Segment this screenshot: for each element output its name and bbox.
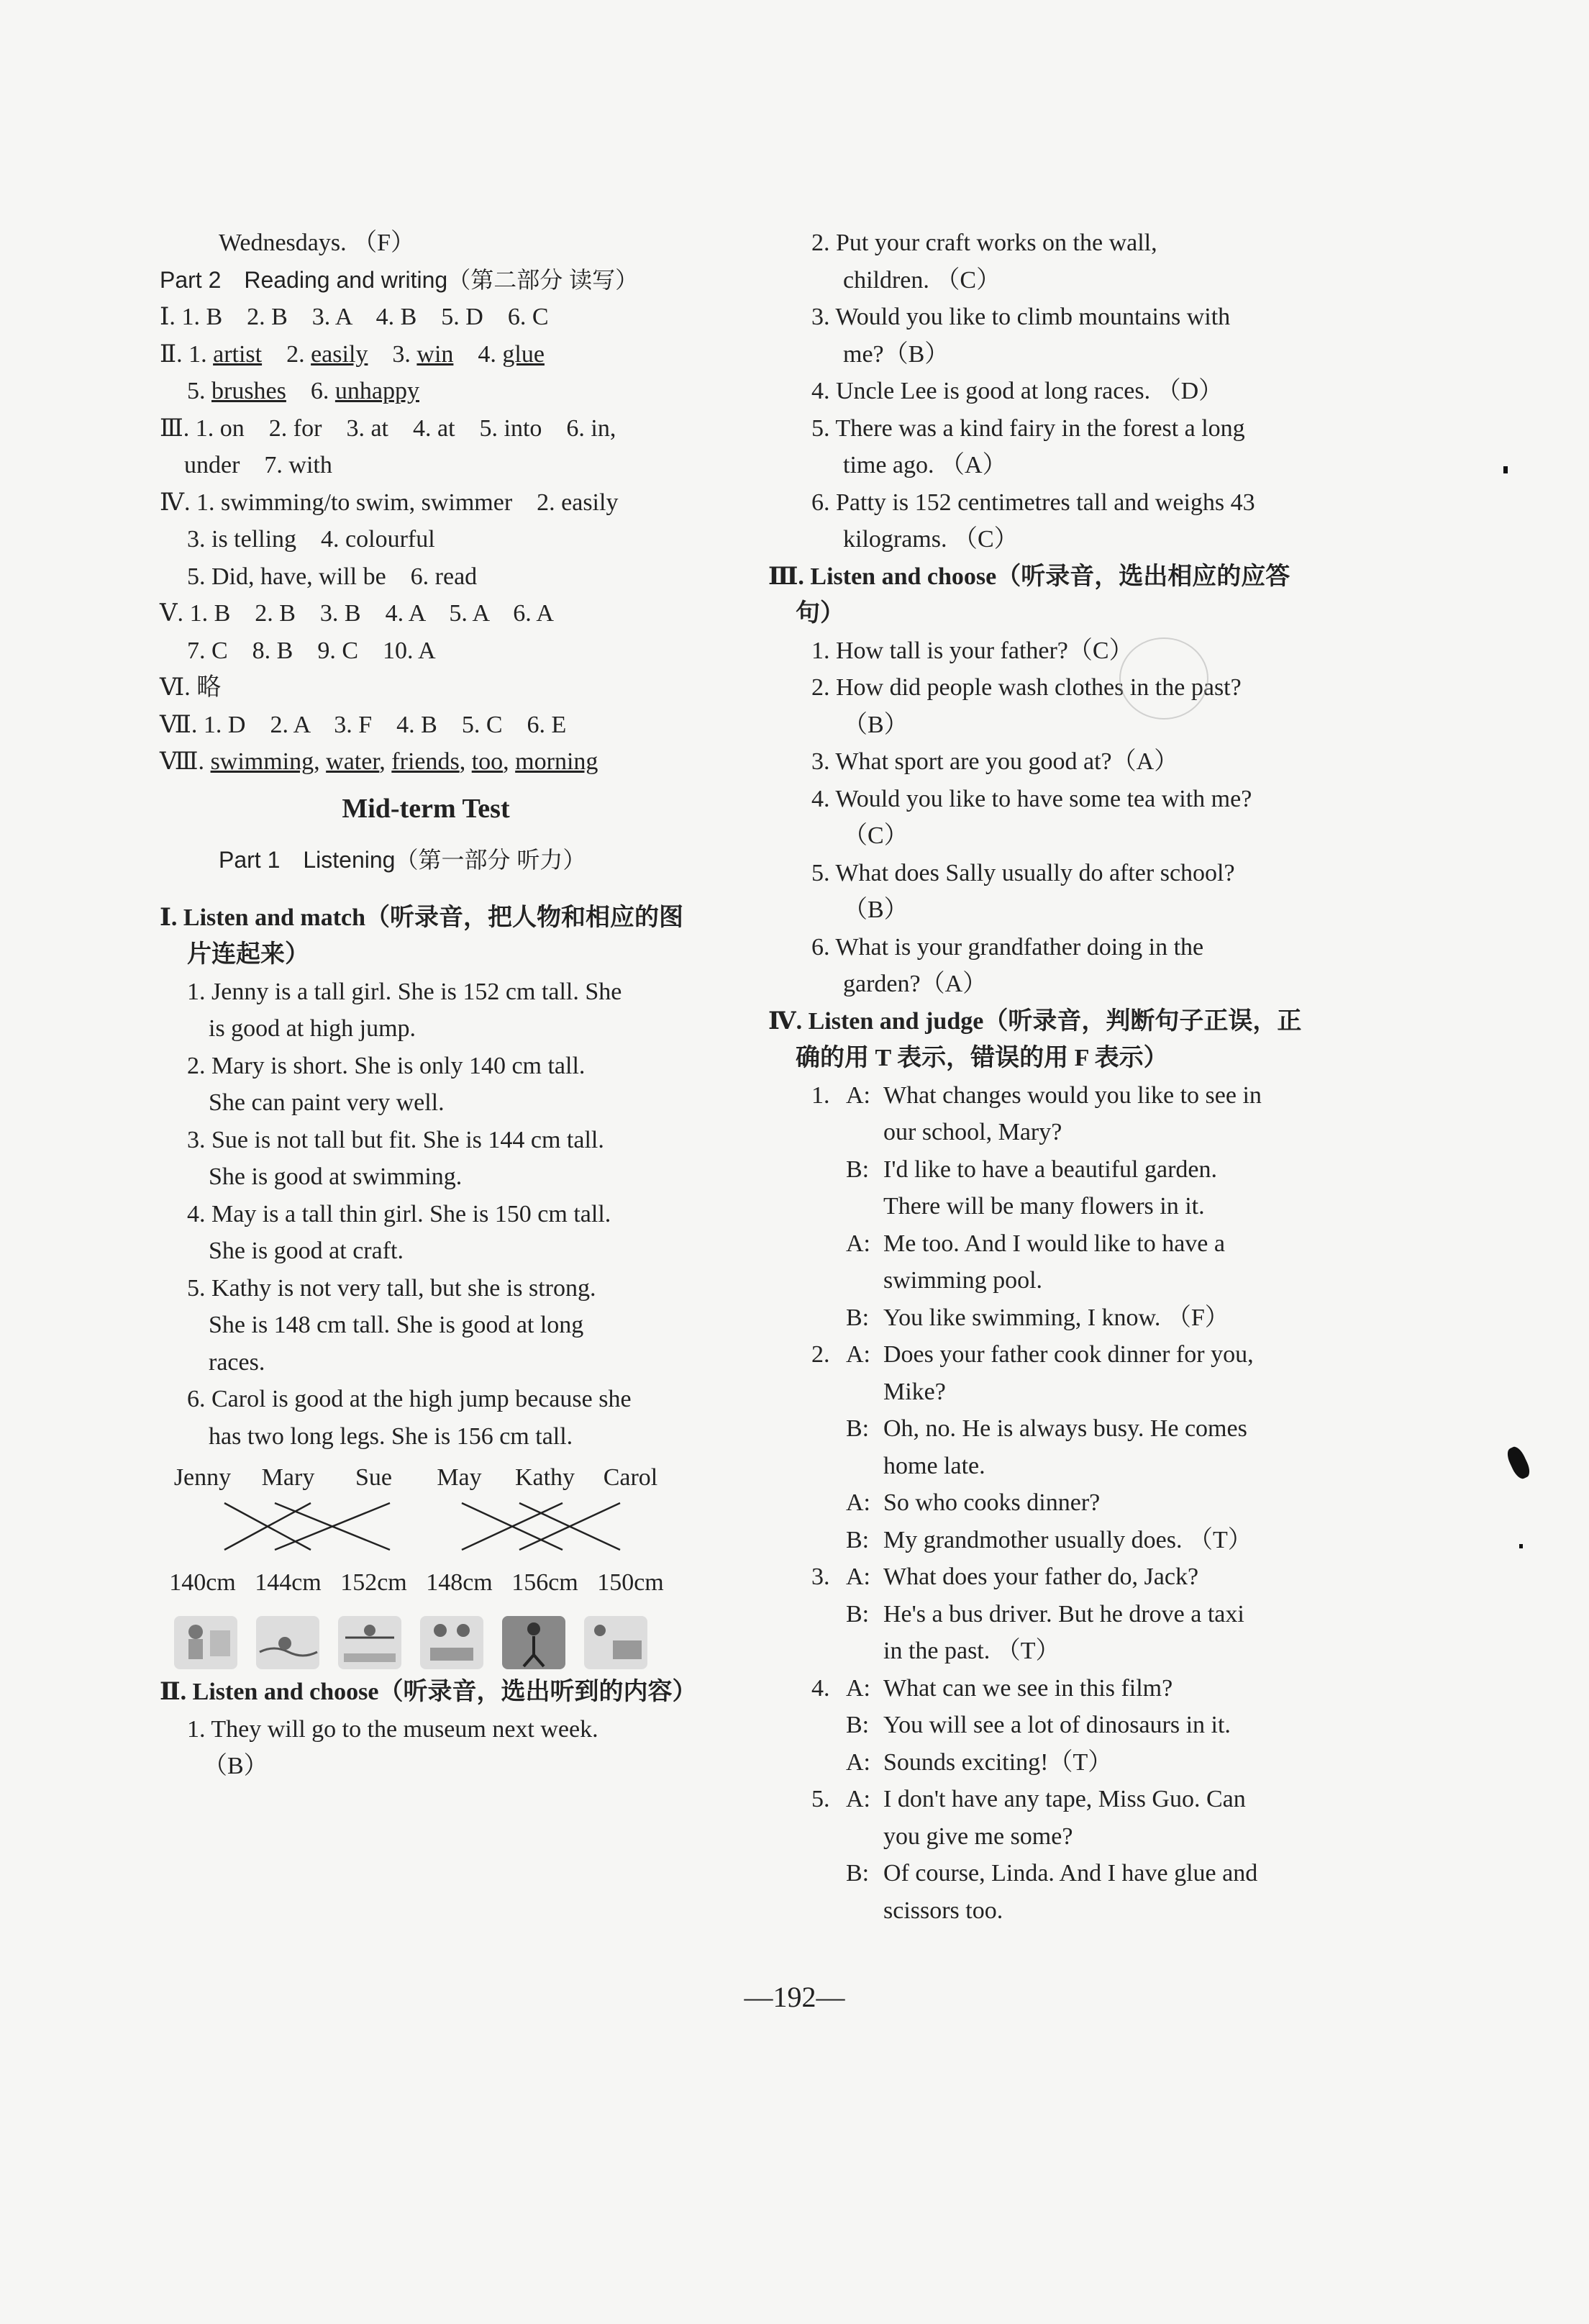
sec2-answers-line1: Ⅱ. 1. artist 2. easily 3. win 4. glue — [160, 340, 545, 368]
sec3-item-line: （C） — [843, 822, 909, 849]
height-label: 148cm — [426, 1569, 493, 1596]
dialog-text: He's a bus driver. But he drove a taxi — [883, 1600, 1244, 1628]
dialog-line — [768, 1077, 1315, 1115]
listen-match-items — [160, 973, 692, 1456]
dialog-text: Does your father cook dinner for you, — [883, 1341, 1254, 1368]
dialog-line — [768, 1151, 1315, 1189]
dialog-line — [768, 1374, 1315, 1411]
dialog-text: Sounds exciting!（T） — [883, 1748, 1113, 1776]
top-line: Wednesdays. （F） — [219, 230, 416, 256]
choose-item-line: me?（B） — [843, 340, 950, 368]
listen-choose-items-cont — [768, 224, 1315, 558]
match-item-line: She is 148 cm tall. She is good at long — [209, 1312, 584, 1338]
dialog-text: Of course, Linda. And I have glue and — [883, 1860, 1258, 1887]
running-picture — [502, 1616, 565, 1669]
match-item-line: She is good at swimming. — [209, 1163, 463, 1190]
sec4-heading-cont: 确的用 T 表示，错误的用 F 表示） — [796, 1045, 1168, 1071]
listen-choose-item1: 1. They will go to the museum next week. — [187, 1715, 598, 1743]
dialog-text: So who cooks dinner? — [883, 1489, 1101, 1516]
choose-item-line: children. （C） — [843, 266, 1001, 294]
speaker-label: A: — [846, 1563, 870, 1590]
listen-choose-heading: Ⅱ. Listen and choose（听录音，选出听到的内容） — [160, 1679, 697, 1705]
height-label: 140cm — [169, 1569, 236, 1596]
speaker-label: A: — [846, 1341, 870, 1368]
sec6-answers: Ⅵ. 略 — [160, 674, 222, 701]
ink-speck — [1519, 1544, 1523, 1548]
speaker-label: A: — [846, 1786, 870, 1812]
sec3-item-line: 3. What sport are you good at?（A） — [811, 748, 1179, 775]
dialog-text: Mike? — [883, 1378, 946, 1405]
dialog-line — [768, 1522, 1315, 1559]
match-item-line: 5. Kathy is not very tall, but she is strong. — [187, 1274, 596, 1302]
speaker-label: A: — [846, 1674, 870, 1702]
ink-speck — [1503, 466, 1508, 473]
dialog-line — [768, 1892, 1315, 1930]
match-item-line: 4. May is a tall thin girl. She is 150 cm tall. — [187, 1200, 611, 1227]
left-column — [160, 224, 697, 1785]
swimming-picture — [256, 1616, 319, 1669]
dialog-text: I don't have any tape, Miss Guo. Can — [883, 1786, 1246, 1812]
high-jump-picture — [338, 1616, 401, 1669]
sec3-item-line: 2. How did people wash clothes in the past? — [811, 674, 1242, 701]
dialog-number: 5. — [811, 1786, 830, 1812]
name-label: Carol — [603, 1464, 658, 1491]
height-label: 152cm — [340, 1569, 407, 1596]
sec4-answers-line3: 5. Did, have, will be 6. read — [187, 563, 478, 590]
sec5-answers-line1: Ⅴ. 1. B 2. B 3. B 4. A 5. A 6. A — [160, 600, 554, 627]
sec3-item-line: （B） — [843, 711, 909, 738]
sec4-answers-line1: Ⅳ. 1. swimming/to swim, swimmer 2. easily — [160, 489, 619, 516]
dialog-line — [768, 1670, 1315, 1707]
sec3-item-line: 1. How tall is your father?（C） — [811, 637, 1134, 664]
dialog-line — [768, 1448, 1315, 1485]
dialog-text: You will see a lot of dinosaurs in it. — [883, 1712, 1231, 1738]
dialog-number: 3. — [811, 1563, 830, 1590]
right-column — [768, 224, 1315, 1929]
speaker-label: B: — [846, 1526, 870, 1553]
dialog-line — [768, 1744, 1315, 1781]
match-item-line: 3. Sue is not tall but fit. She is 144 cm tall. — [187, 1126, 604, 1153]
speaker-label: B: — [846, 1156, 870, 1183]
sec3-answers-line2: under 7. with — [184, 452, 332, 478]
sec3-item-line: （B） — [843, 897, 909, 923]
sec4-dialogs — [768, 1077, 1315, 1930]
choose-item-line: 3. Would you like to climb mountains with — [811, 304, 1231, 330]
speaker-label: B: — [846, 1712, 870, 1738]
dialog-number: 2. — [811, 1341, 830, 1368]
sec3-item-line: garden?（A） — [843, 971, 988, 997]
dialog-line — [768, 1336, 1315, 1374]
speaker-label: B: — [846, 1860, 870, 1887]
speaker-label: B: — [846, 1415, 870, 1442]
choose-item-line: 6. Patty is 152 centimetres tall and weighs 43 — [811, 489, 1255, 516]
name-label: Mary — [261, 1464, 315, 1491]
sec1-answers: Ⅰ. 1. B 2. B 3. A 4. B 5. D 6. C — [160, 304, 549, 330]
sec8-answers: Ⅷ. swimming, water, friends, too, morning — [160, 748, 598, 775]
dialog-text: What can we see in this film? — [883, 1674, 1173, 1702]
sec3-answers-line1: Ⅲ. 1. on 2. for 3. at 4. at 5. into 6. in, — [160, 414, 616, 442]
sec3-item-line: 6. What is your grandfather doing in the — [811, 933, 1204, 961]
dialog-line — [768, 1633, 1315, 1670]
sec3-heading-cont: 句） — [796, 600, 844, 627]
choose-item-line: 4. Uncle Lee is good at long races. （D） — [811, 378, 1224, 404]
match-item-line: 1. Jenny is a tall girl. She is 152 cm tall. She — [187, 978, 622, 1005]
height-label: 144cm — [255, 1569, 322, 1596]
watermark-stamp — [1119, 637, 1208, 720]
listen-match-heading-cont: 片连起来） — [187, 941, 309, 968]
dialog-text: Oh, no. He is always busy. He comes — [883, 1415, 1247, 1442]
match-item-line: is good at high jump. — [209, 1015, 416, 1042]
height-label: 156cm — [511, 1569, 578, 1596]
speaker-label: B: — [846, 1304, 870, 1331]
speaker-label: A: — [846, 1230, 870, 1257]
part1-heading: Part 1 Listening（第一部分 听力） — [219, 847, 586, 873]
dialog-text: Me too. And I would like to have a — [883, 1230, 1225, 1257]
dialog-line — [768, 1596, 1315, 1633]
dialog-text: You like swimming, I know. （F） — [883, 1304, 1229, 1331]
dialog-number: 1. — [811, 1081, 830, 1109]
sec5-answers-line2: 7. C 8. B 9. C 10. A — [187, 637, 436, 664]
midterm-title: Mid-term Test — [342, 793, 510, 824]
dialog-text: What changes would you like to see in — [883, 1081, 1262, 1109]
dialog-line — [768, 1114, 1315, 1151]
match-item-line: 2. Mary is short. She is only 140 cm tall. — [187, 1052, 586, 1079]
choose-item-line: time ago. （A） — [843, 452, 1007, 478]
dialog-line — [768, 1818, 1315, 1856]
height-label: 150cm — [597, 1569, 664, 1596]
sec2-answers-line2: 5. brushes 6. unhappy — [187, 378, 419, 404]
dialog-text: scissors too. — [883, 1897, 1003, 1924]
match-diagram — [160, 1459, 692, 1668]
match-item-line: races. — [209, 1348, 265, 1376]
dialog-line — [768, 1188, 1315, 1225]
ink-blot — [1504, 1445, 1532, 1481]
dialog-text: My grandmother usually does. （T） — [883, 1526, 1252, 1553]
craft-picture — [420, 1616, 483, 1669]
dialog-text: our school, Mary? — [883, 1119, 1062, 1145]
dialog-text: What does your father do, Jack? — [883, 1563, 1199, 1590]
speaker-label: A: — [846, 1081, 870, 1109]
painting-picture — [174, 1616, 237, 1669]
speaker-label: A: — [846, 1489, 870, 1516]
dialog-line — [768, 1781, 1315, 1818]
sec4-answers-line2: 3. is telling 4. colourful — [187, 526, 435, 553]
name-label: Jenny — [173, 1464, 232, 1491]
speaker-label: B: — [846, 1600, 870, 1628]
choose-item-line: 2. Put your craft works on the wall, — [811, 230, 1157, 256]
page-number: —192— — [744, 1981, 845, 2013]
heights-row — [160, 1564, 673, 1602]
dialog-text: There will be many flowers in it. — [883, 1193, 1205, 1220]
match-lines — [188, 1499, 649, 1557]
match-item-line: She can paint very well. — [209, 1089, 445, 1116]
match-item-line: has two long legs. She is 156 cm tall. — [209, 1422, 573, 1450]
dialog-line — [768, 1707, 1315, 1744]
dialog-number: 4. — [811, 1674, 830, 1702]
dialog-line — [768, 1558, 1315, 1596]
dialog-text: I'd like to have a beautiful garden. — [883, 1156, 1217, 1183]
names-row — [160, 1459, 673, 1497]
speaker-label: A: — [846, 1748, 870, 1776]
sec4-heading: Ⅳ. Listen and judge（听录音，判断句子正误，正 — [768, 1007, 1302, 1035]
dialog-line — [768, 1225, 1315, 1263]
match-item-line: 6. Carol is good at the high jump because she — [187, 1386, 632, 1412]
dialog-text: in the past. （T） — [883, 1638, 1060, 1664]
activity-pictures — [174, 1616, 647, 1669]
sec3-item-line: 4. Would you like to have some tea with me? — [811, 785, 1252, 812]
sec3-item-line: 5. What does Sally usually do after school? — [811, 859, 1235, 886]
dialog-text: home late. — [883, 1452, 985, 1479]
name-label: May — [437, 1464, 482, 1491]
long-race-picture — [584, 1616, 647, 1669]
match-item-line: She is good at craft. — [209, 1238, 404, 1264]
sec3-items — [768, 632, 1315, 1003]
part2-heading: Part 2 Reading and writing（第二部分 读写） — [160, 266, 639, 293]
listen-match-heading: Ⅰ. Listen and match（听录音，把人物和相应的图 — [160, 904, 684, 931]
dialog-line — [768, 1299, 1315, 1337]
name-label: Kathy — [514, 1464, 575, 1491]
dialog-line — [768, 1484, 1315, 1522]
listen-choose-item1-answer: （B） — [203, 1753, 268, 1779]
name-label: Sue — [355, 1464, 392, 1491]
dialog-text: swimming pool. — [883, 1267, 1043, 1294]
sec3-heading: Ⅲ. Listen and choose（听录音，选出相应的应答 — [768, 563, 1290, 590]
choose-item-line: kilograms. （C） — [843, 526, 1019, 553]
sec7-answers: Ⅶ. 1. D 2. A 3. F 4. B 5. C 6. E — [160, 711, 567, 738]
dialog-line — [768, 1410, 1315, 1448]
dialog-line — [768, 1262, 1315, 1299]
dialog-text: you give me some? — [883, 1823, 1073, 1850]
choose-item-line: 5. There was a kind fairy in the forest a long — [811, 414, 1245, 442]
dialog-line — [768, 1855, 1315, 1892]
